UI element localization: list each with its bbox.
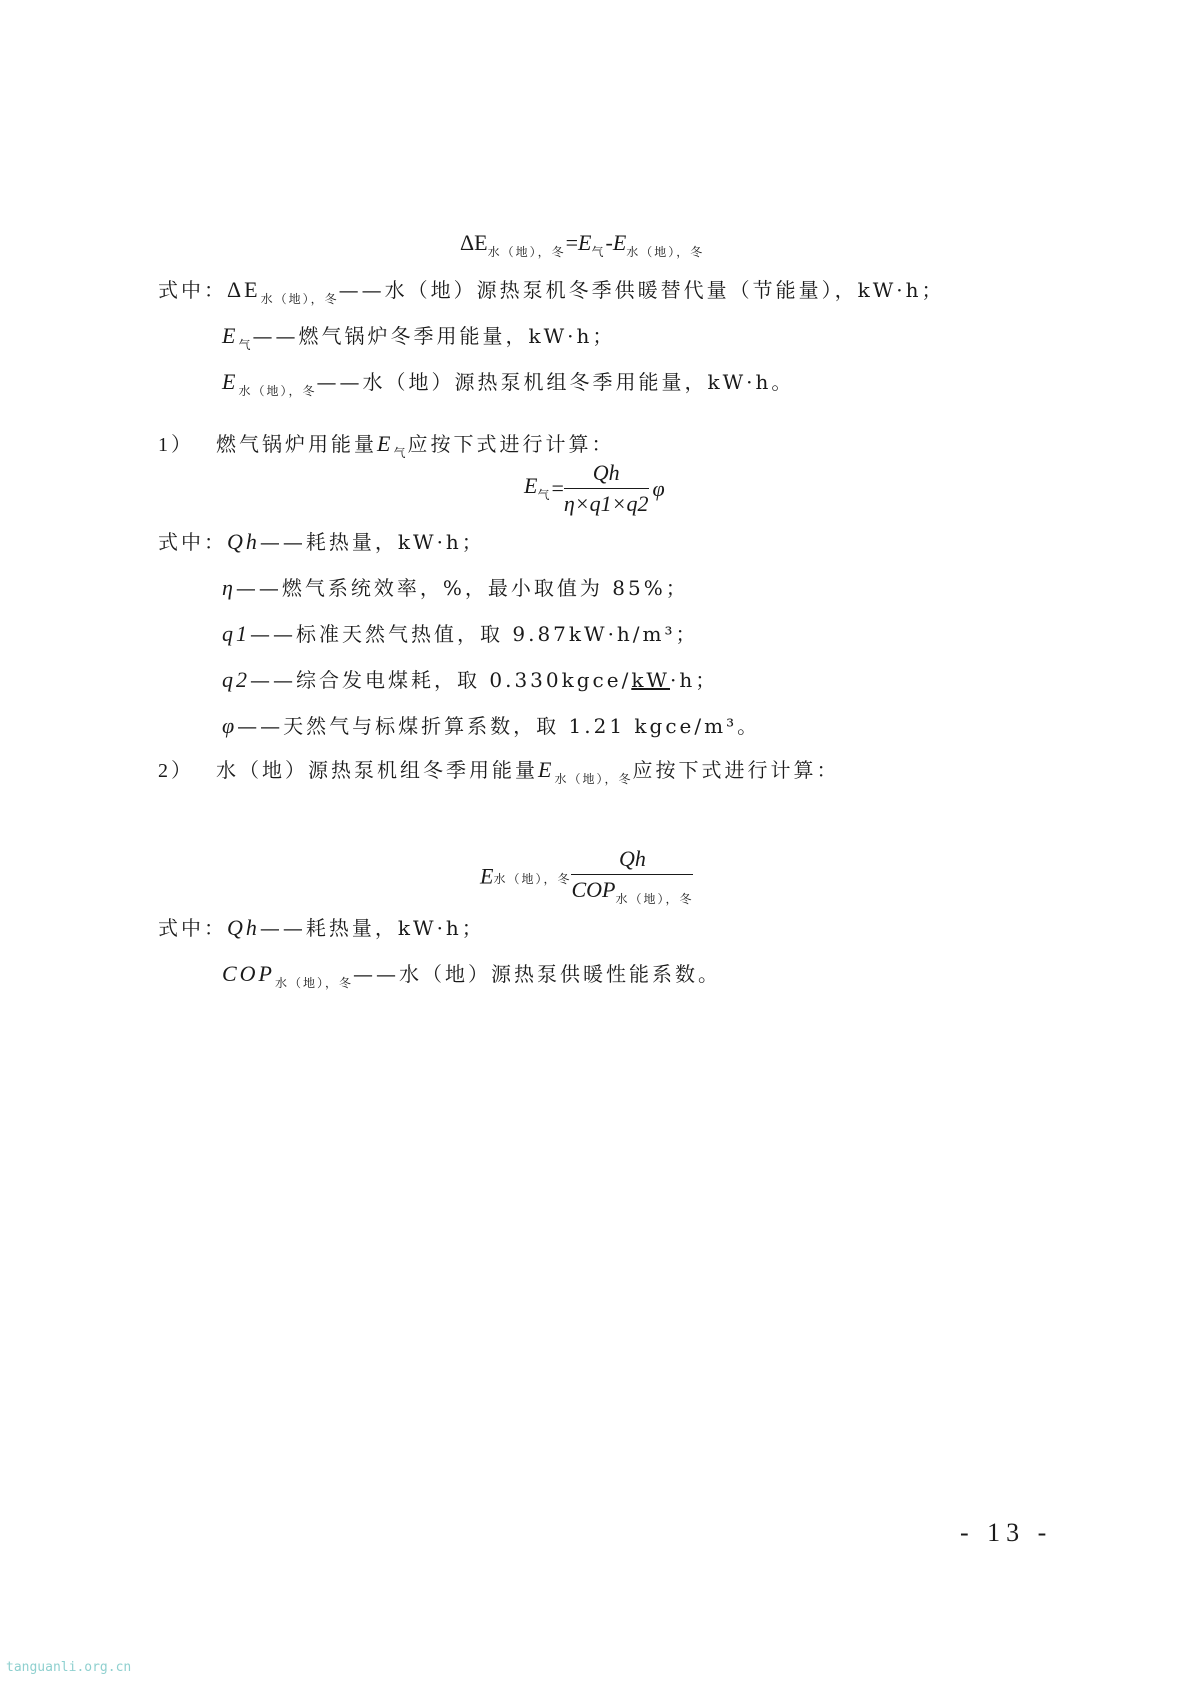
- step-text: 燃气锅炉用能量: [216, 432, 377, 456]
- eq1-e-water: E: [612, 230, 627, 255]
- definition-symbol: ΔE: [227, 277, 261, 302]
- definition-symbol: E: [222, 369, 239, 394]
- eq3-denominator: [571, 875, 693, 907]
- step-number: 1）: [158, 434, 194, 456]
- eq3-numerator: Qh: [571, 846, 693, 875]
- definition-q2: [222, 664, 718, 693]
- step-after: 应按下式进行计算：: [632, 758, 840, 782]
- page-number: - 13 -: [960, 1518, 1053, 1547]
- definition-subscript: 水（地），冬: [238, 384, 317, 398]
- eq2-equals: =: [551, 475, 564, 501]
- eq2-denominator: η×q1×q2: [563, 491, 649, 516]
- definition-text: ——燃气系统效率，%，最小取值为 85%；: [235, 576, 689, 600]
- eq2-fraction: [564, 460, 649, 517]
- eq2-phi: φ: [652, 475, 665, 501]
- step-symbol: E: [377, 431, 394, 456]
- eq1-minus: -: [605, 230, 613, 255]
- step-2-heading: [158, 754, 839, 787]
- definition-text: ——水（地）源热泵机组冬季用能量，kW·h。: [316, 370, 795, 394]
- definition-text: ——综合发电煤耗，取 0.330kgce/: [250, 668, 632, 692]
- step-1-heading: [158, 428, 614, 461]
- definition-symbol: q2: [222, 667, 250, 692]
- definition-lead: 式中：: [158, 278, 227, 302]
- eq3-sub: 水（地），冬: [493, 872, 572, 886]
- eq1-gas-sub: 气: [591, 245, 606, 259]
- definition-text: ——水（地）源热泵机冬季供暖替代量（节能量），kW·h；: [338, 278, 945, 302]
- definition-e-water: [222, 366, 794, 399]
- definition-text: ——耗热量，kW·h；: [259, 530, 485, 554]
- definition-e-gas: [222, 320, 615, 353]
- definition-subscript: 气: [238, 338, 253, 352]
- watermark: tanguanli.org.cn: [6, 1660, 132, 1675]
- definition-symbol: η: [222, 575, 236, 600]
- definition-symbol: Qh: [227, 915, 260, 940]
- step-subscript: 水（地），冬: [554, 772, 633, 786]
- definition-eta: [222, 572, 689, 601]
- definition-symbol: φ: [222, 713, 238, 738]
- eq1-sub1: 水（地），冬: [487, 245, 566, 259]
- definition-subscript: 水（地），冬: [275, 976, 354, 990]
- definition-delta-e: [158, 274, 945, 307]
- definition-qh-2: [158, 912, 485, 941]
- definition-subscript: 水（地），冬: [260, 292, 339, 306]
- equation-heat-pump: [480, 846, 693, 907]
- definition-lead: 式中：: [158, 916, 227, 940]
- definition-text: ——耗热量，kW·h；: [259, 916, 485, 940]
- eq2-numerator: Qh: [564, 460, 649, 489]
- eq3-lhs: E: [480, 863, 494, 889]
- definition-text-end: ·h；: [670, 668, 719, 692]
- definition-qh: [158, 526, 485, 555]
- definition-symbol: Qh: [227, 529, 260, 554]
- equation-gas-boiler: [524, 460, 665, 517]
- definition-text: ——水（地）源热泵供暖性能系数。: [353, 962, 722, 986]
- eq3-fraction: [571, 846, 693, 907]
- definition-symbol: q1: [222, 621, 250, 646]
- eq3-den-sub: 水（地），冬: [615, 892, 694, 906]
- definition-phi: [222, 710, 760, 739]
- definition-lead: 式中：: [158, 530, 227, 554]
- eq3-den-cop: COP: [571, 877, 616, 902]
- step-text: 水（地）源热泵机组冬季用能量: [216, 758, 538, 782]
- eq1-e-gas: E: [578, 230, 592, 255]
- eq1-lhs: ΔE: [460, 230, 488, 255]
- definition-symbol: COP: [222, 961, 275, 986]
- definition-text: ——天然气与标煤折算系数，取 1.21 kgce/m³。: [237, 714, 761, 738]
- definition-cop: [222, 958, 721, 991]
- step-number: 2）: [158, 760, 194, 782]
- eq2-sub: 气: [537, 488, 552, 502]
- step-after: 应按下式进行计算：: [407, 432, 615, 456]
- eq1-equals: =: [565, 230, 579, 255]
- definition-symbol: E: [222, 323, 239, 348]
- step-symbol: E: [538, 757, 555, 782]
- definition-text-underlined: kW: [631, 668, 670, 692]
- step-subscript: 气: [393, 446, 408, 460]
- eq2-lhs: E: [524, 473, 538, 498]
- definition-text: ——燃气锅炉冬季用能量，kW·h；: [252, 324, 616, 348]
- equation-energy-saving: [460, 230, 704, 260]
- eq1-sub2: 水（地），冬: [626, 245, 705, 259]
- definition-text: ——标准天然气热值，取 9.87kW·h/m³；: [250, 622, 699, 646]
- definition-q1: [222, 618, 699, 647]
